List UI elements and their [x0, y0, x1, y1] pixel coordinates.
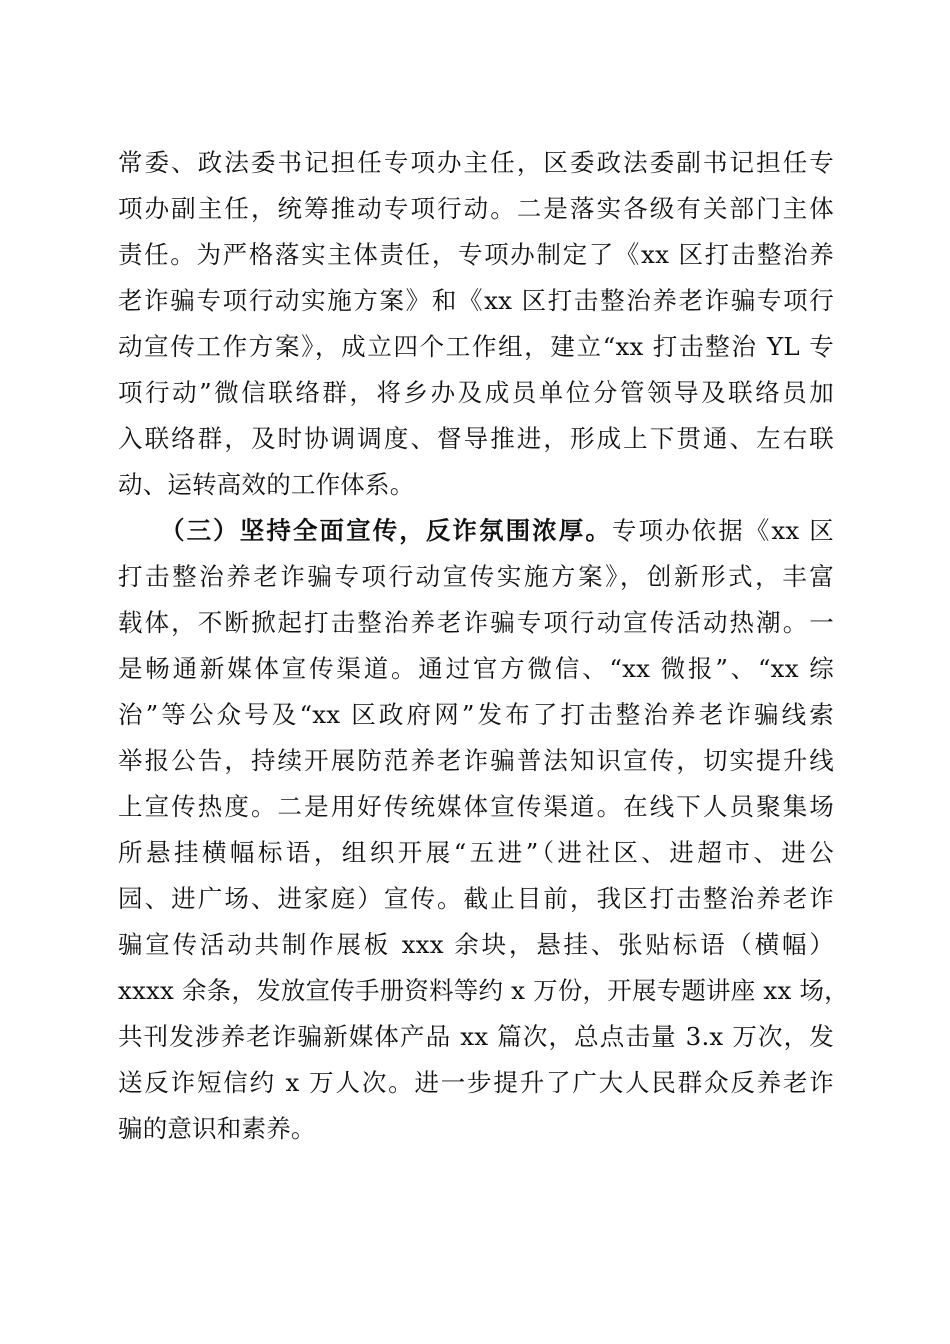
paragraph-line: 举报公告，持续开展防范养老诈骗普法知识宣传，切实提升线	[118, 746, 834, 775]
paragraph-line: 送反诈短信约 x 万人次。进一步提升了广大人民群众反养老诈	[118, 1068, 834, 1097]
paragraph-line: 项办副主任，统筹推动专项行动。二是落实各级有关部门主体	[118, 194, 834, 223]
paragraph-line: 动宣传工作方案》，成立四个工作组，建立“xx 打击整治 YL 专	[118, 332, 834, 361]
section-heading-rest: 专项办依据《xx 区	[611, 516, 835, 545]
paragraph-line: 园、进广场、进家庭）宣传。截止目前，我区打击整治养老诈	[118, 884, 834, 913]
paragraph-line: 载体，不断掀起打击整治养老诈骗专项行动宣传活动热潮。一	[118, 608, 834, 637]
paragraph-line: 所悬挂横幅标语，组织开展“五进”（进社区、进超市、进公	[118, 838, 834, 867]
paragraph-line: xxxx 余条，发放宣传手册资料等约 x 万份，开展专题讲座 xx 场，	[118, 976, 849, 1005]
paragraph-line: 入联络群，及时协调调度、督导推进，形成上下贯通、左右联	[118, 424, 834, 453]
paragraph-line: 是畅通新媒体宣传渠道。通过官方微信、“xx 微报”、“xx 综	[118, 654, 834, 683]
paragraph-line: 动、运转高效的工作体系。	[118, 470, 415, 499]
paragraph-line: 上宣传热度。二是用好传统媒体宣传渠道。在线下人员聚集场	[118, 792, 834, 821]
paragraph-line: 骗的意识和素养。	[118, 1114, 316, 1143]
paragraph-line: 治”等公众号及“xx 区政府网”发布了打击整治养老诈骗线索	[118, 700, 834, 729]
paragraph-line: 共刊发涉养老诈骗新媒体产品 xx 篇次，总点击量 3.x 万次，发	[118, 1022, 834, 1051]
paragraph-line: 常委、政法委书记担任专项办主任，区委政法委副书记担任专	[118, 148, 834, 177]
paragraph-line: 老诈骗专项行动实施方案》和《xx 区打击整治养老诈骗专项行	[118, 286, 834, 315]
section-three-first-line	[160, 508, 834, 554]
paragraph-line: 打击整治养老诈骗专项行动宣传实施方案》，创新形式，丰富	[118, 562, 834, 591]
paragraph-line: 责任。为严格落实主体责任，专项办制定了《xx 区打击整治养	[118, 240, 834, 269]
paragraph-line: 骗宣传活动共制作展板 xxx 余块，悬挂、张贴标语（横幅）	[118, 930, 834, 959]
paragraph-line: 项行动”微信联络群，将乡办及成员单位分管领导及联络员加	[118, 378, 834, 407]
section-heading: （三）坚持全面宣传，反诈氛围浓厚。	[160, 516, 612, 545]
